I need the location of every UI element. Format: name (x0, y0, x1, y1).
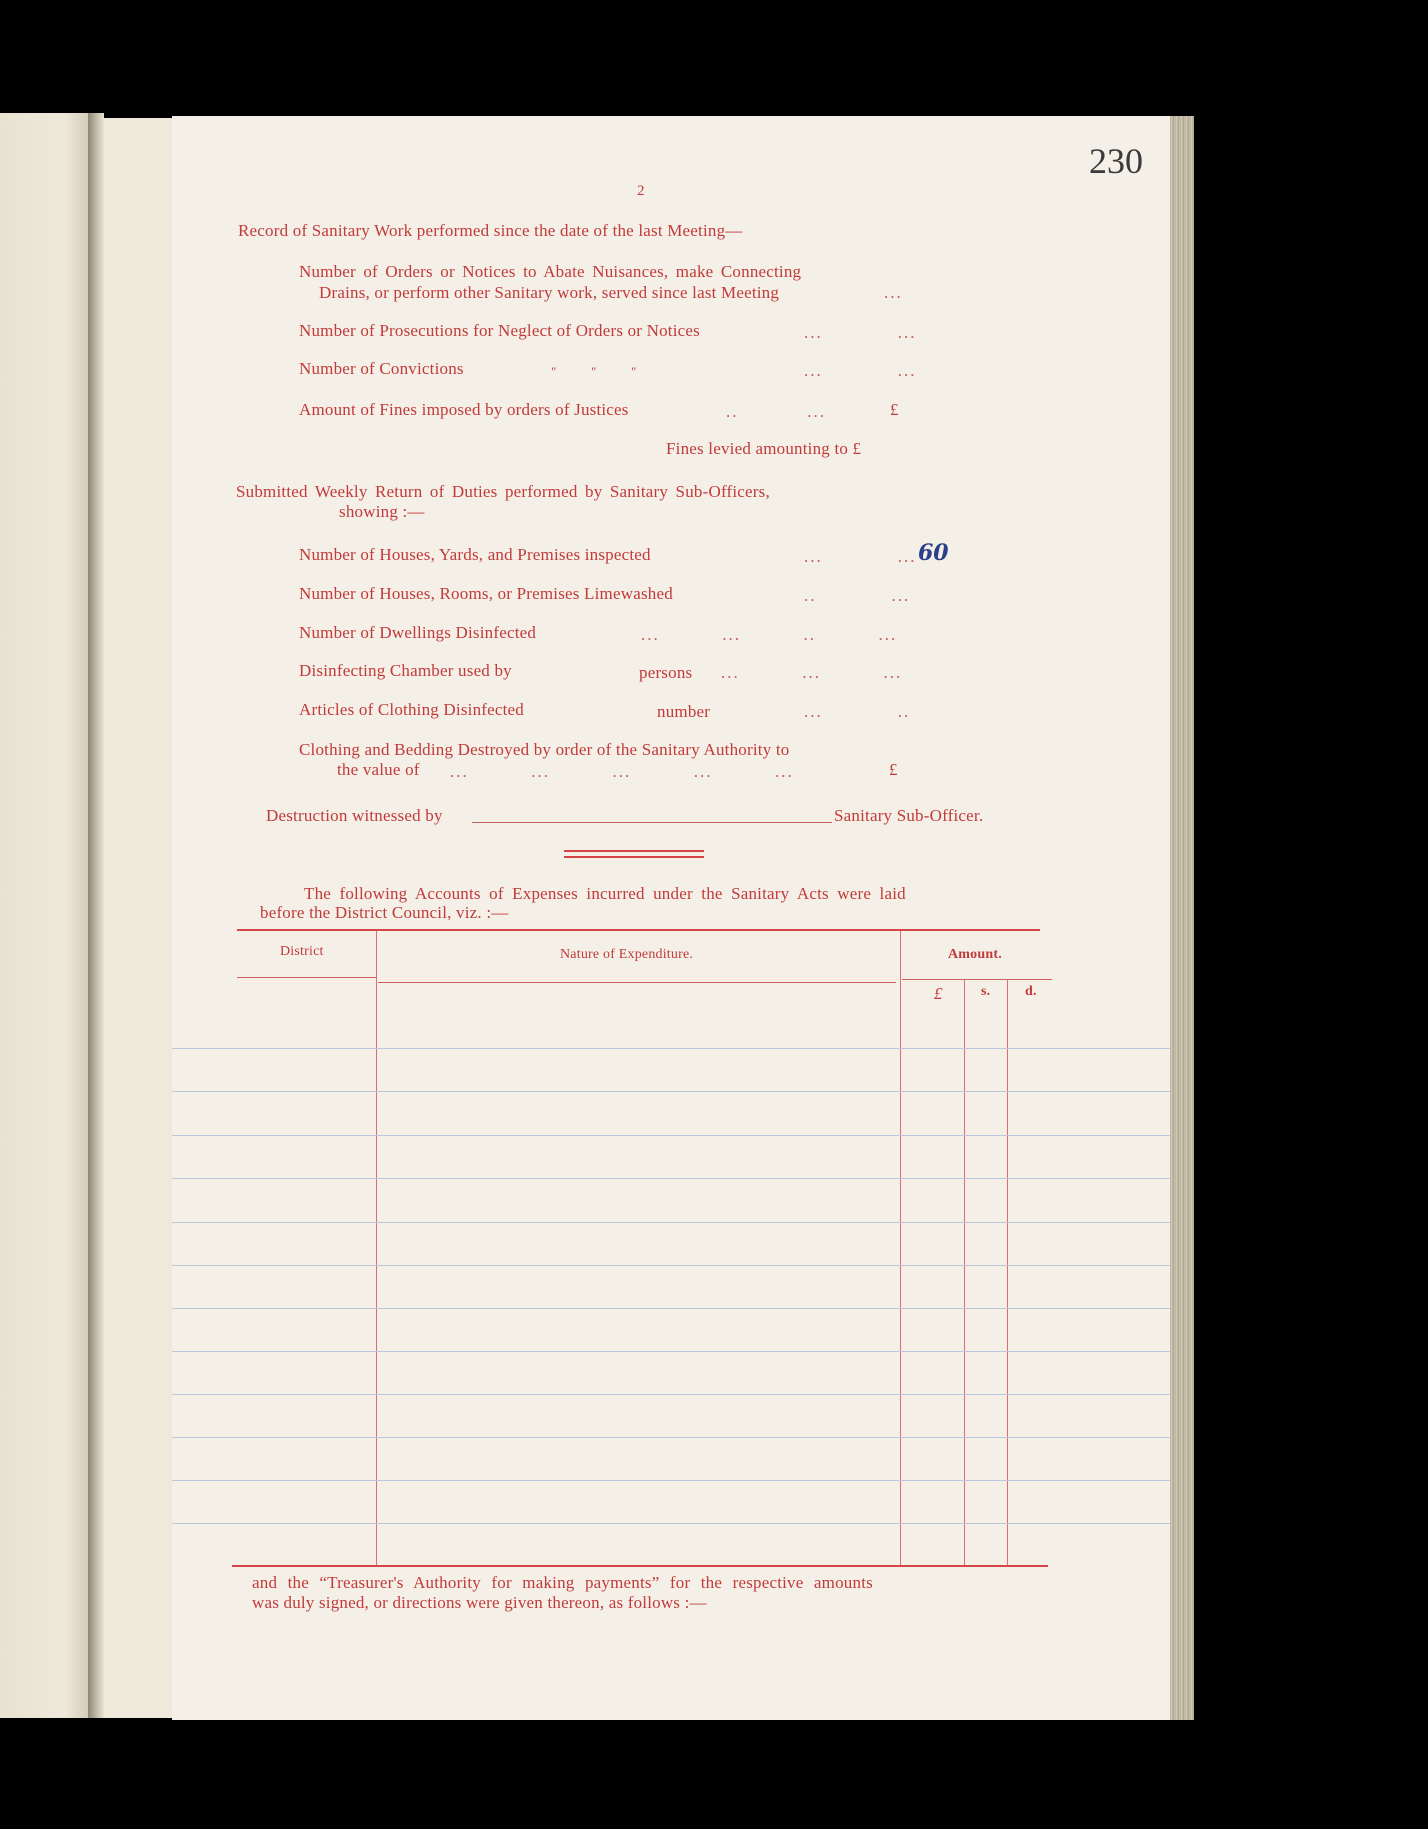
table-bottom-rule (232, 1565, 1048, 1567)
fines-imposed-label: Amount of Fines imposed by orders of Justices (299, 400, 629, 419)
ruled-line (172, 1480, 1170, 1481)
ruled-line (172, 1265, 1170, 1266)
col-nature-header: Nature of Expenditure. (560, 947, 694, 962)
ruled-line (172, 1308, 1170, 1309)
clothing-number: number (657, 702, 711, 721)
accounts-intro-line-1: The following Accounts of Expenses incurred under the Sanitary Acts were laid (304, 884, 906, 903)
limewashed-dots: .. ... (804, 586, 911, 605)
houses-inspected-dots: ... ... (804, 547, 917, 566)
ruled-line (172, 1048, 1170, 1049)
clothing-dots: ... .. (804, 702, 911, 721)
binding-leaf (104, 118, 178, 1718)
page-edges (1170, 116, 1194, 1720)
page-number: 2 (637, 183, 645, 199)
col-shillings-header: s. (981, 984, 991, 999)
district-header-rule (237, 977, 376, 978)
section-rule-bottom (564, 856, 704, 858)
col-pence-header: d. (1025, 984, 1037, 999)
destroyed-line-2: the value of (337, 760, 420, 779)
orders-dots: ... (884, 283, 903, 302)
ruled-line (172, 1135, 1170, 1136)
footer-line-2: was duly signed, or directions were given thereon, as follows :— (252, 1593, 707, 1612)
fines-levied-label: Fines levied amounting to £ (666, 439, 862, 458)
ruled-line (172, 1178, 1170, 1179)
pence-column-rule (1007, 980, 1008, 1566)
destroyed-line-1: Clothing and Bedding Destroyed by order of the Sanitary Authority to (299, 740, 790, 759)
limewashed-label: Number of Houses, Rooms, or Premises Limewashed (299, 584, 673, 603)
ruled-line (172, 1437, 1170, 1438)
chamber-persons: persons (639, 663, 693, 682)
prosecutions-label: Number of Prosecutions for Neglect of Orders or Notices (299, 321, 700, 340)
shillings-column-rule (964, 980, 965, 1566)
weekly-heading-line-2: showing :— (339, 502, 425, 521)
amount-column-rule (900, 931, 901, 1566)
book-gutter (88, 113, 104, 1718)
section-rule-top (564, 850, 704, 852)
convictions-label: Number of Convictions (299, 359, 464, 378)
col-pounds-header: £ (934, 984, 943, 1003)
convictions-dots: ... ... (804, 361, 917, 380)
orders-line-1: Number of Orders or Notices to Abate Nuisances, make Connecting (299, 262, 802, 281)
houses-inspected-label: Number of Houses, Yards, and Premises inspected (299, 545, 651, 564)
fines-imposed-dots: .. ... (726, 402, 826, 421)
prosecutions-dots: ... ... (804, 323, 917, 342)
facing-page (0, 113, 92, 1718)
convictions-ditto: " " " (551, 364, 637, 379)
witnessed-officer: Sanitary Sub-Officer. (834, 806, 984, 825)
destroyed-pound: £ (889, 760, 898, 779)
houses-inspected-value: 60 (918, 540, 949, 566)
clothing-disinfected-label: Articles of Clothing Disinfected (299, 700, 524, 719)
accounts-intro-line-2: before the District Council, viz. :— (260, 903, 509, 922)
nature-header-rule (378, 982, 896, 983)
chamber-dots: ... ... ... (721, 663, 903, 682)
ruled-line (172, 1351, 1170, 1352)
ruled-line (172, 1394, 1170, 1395)
footer-line-1: and the “Treasurer's Authority for making payments” for the respective amounts (252, 1573, 873, 1592)
fines-imposed-pound: £ (890, 400, 899, 419)
weekly-heading-line-1: Submitted Weekly Return of Duties performed by Sanitary Sub-Officers, (236, 482, 770, 501)
orders-line-2: Drains, or perform other Sanitary work, served since last Meeting (319, 283, 780, 302)
record-heading: Record of Sanitary Work performed since the date of the last Meeting— (238, 221, 743, 240)
table-top-rule (237, 929, 1040, 931)
ruled-line (172, 1523, 1170, 1524)
district-column-rule (376, 931, 377, 1566)
col-district-header: District (280, 944, 324, 959)
destroyed-dots: ... ... ... ... ... (450, 762, 794, 781)
chamber-label: Disinfecting Chamber used by (299, 661, 512, 680)
amount-header-rule (902, 979, 1052, 980)
dwellings-disinfected-dots: ... ... .. ... (641, 625, 898, 644)
witnessed-label: Destruction witnessed by (266, 806, 443, 825)
witness-signature-line (472, 822, 832, 823)
ruled-line (172, 1091, 1170, 1092)
ruled-line (172, 1222, 1170, 1223)
dwellings-disinfected-label: Number of Dwellings Disinfected (299, 623, 537, 642)
folio-number: 230 (1089, 141, 1143, 181)
col-amount-header: Amount. (948, 947, 1002, 962)
